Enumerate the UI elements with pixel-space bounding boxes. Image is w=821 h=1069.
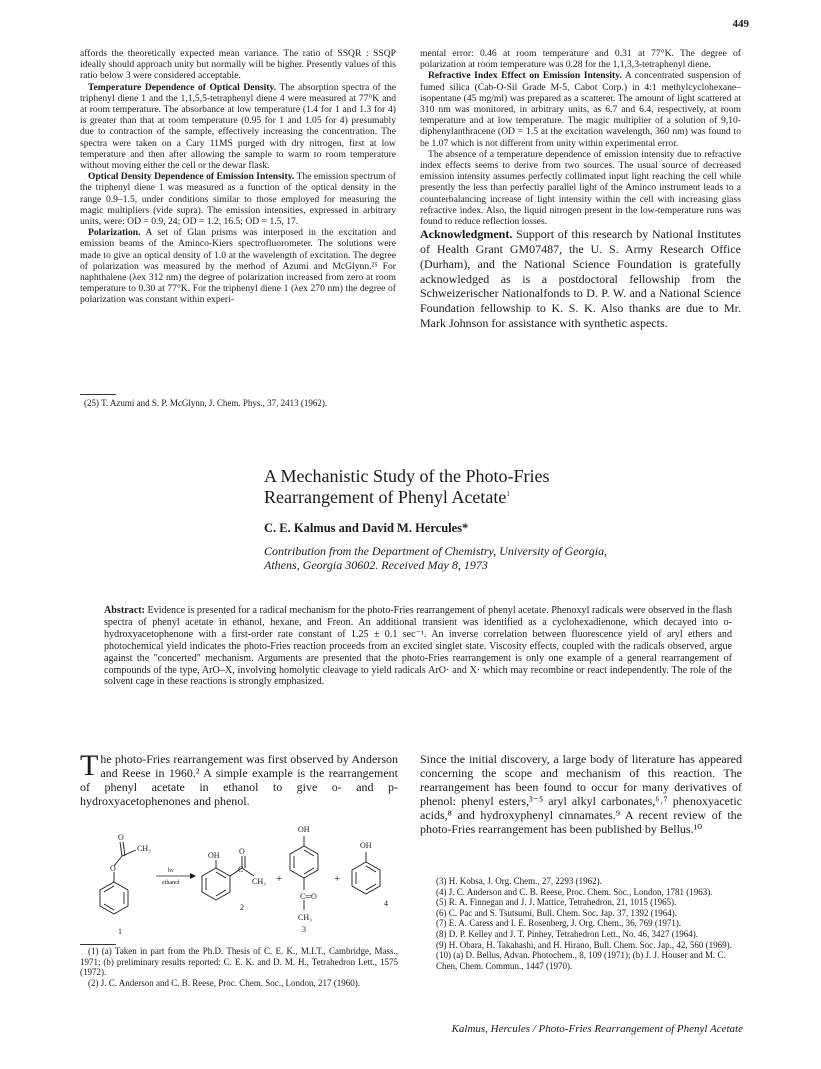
compound-label-2: 2 bbox=[240, 903, 244, 912]
top-right-column bbox=[420, 48, 741, 331]
section-heading-temperature: Temperature Dependence of Optical Density. bbox=[88, 81, 277, 93]
section-heading-optical-density: Optical Density Dependence of Emission Intensity. bbox=[88, 171, 295, 183]
acknowledgment-body: Support of this research by National Institutes of Health Grant GM07487, the U. S. Army Research Office (Durham), and the National Science Foundation is gratefully acknowledged as is a postdoctoral fellowship from the Schweizerischer Nationalfonds to D. P. W. and a National Science Foundation fellowship to K. S. K. Also thanks are due to Mr. Mark Johnson for assistance with synthetic aspects. bbox=[420, 227, 741, 331]
intro-left-column bbox=[80, 749, 398, 808]
paragraph-optical-density bbox=[80, 171, 396, 227]
compound-3-oh: OH bbox=[298, 825, 310, 834]
drop-cap: T bbox=[80, 749, 99, 782]
compound-label-1: 1 bbox=[118, 927, 122, 936]
reaction-arrowhead bbox=[190, 873, 196, 879]
compound-4-oh: OH bbox=[360, 841, 372, 850]
page-number: 449 bbox=[732, 18, 749, 30]
compound-1-o: O bbox=[110, 864, 116, 873]
abstract-text: Evidence is presented for a radical mechanism for the photo-Fries rearrangement of phenyl acetate. Phenoxyl radicals were observed in the flash spectra of phenyl acetate in ethanol, hexane, and Freon. An additional transient was identified as a cyclohexadienone, which decayed into o-hydroxyacetophenone with a first-order rate constant of 1.25 ± 0.1 sec⁻¹. An inverse correlation between fluorescence yield of aryl ethers and photochemical yield indicates the photo-Fries reaction proceeds from an excited singlet state. Viscosity effects, coupled with the radicals observed, argue against the "concerted" mechanism. Arguments are presented that the photo-Fries rearrangement is only one example of a general rearrangement of compounds of the type, ArO–X, involving homolytic cleavage to yield radicals ArO· and X· which may recombine or react independently. The role of the solvent cage in these reactions is strongly emphasized. bbox=[104, 605, 732, 688]
plus-sign-2: + bbox=[334, 873, 341, 885]
reference-3: (3) H. Kobsa, J. Org. Chem., 27, 2293 (1962). bbox=[436, 876, 602, 886]
compound-label-4: 4 bbox=[384, 899, 388, 908]
compound-3-carbonyl: C═O bbox=[300, 892, 317, 901]
article-title-line-1: A Mechanistic Study of the Photo-Fries bbox=[264, 466, 550, 486]
intro-right-column: Since the initial discovery, a large body of literature has appeared concerning the scope and mechanism of this reaction. The rearrangement has been found to occur for many derivatives of phenol: phenyl esters,³⁻⁵ aryl alkyl carbonates,⁶˒⁷ phenoxyacetic acids,⁸ and hydroxyphenyl cinnamates.⁹ A recent review of the photo-Fries rearrangement has been published by Bellus.¹⁰ bbox=[420, 752, 742, 836]
article-title-line-2 bbox=[264, 487, 744, 508]
compound-3-ch3: CH₃ bbox=[298, 913, 312, 922]
reference-10: (10) (a) D. Bellus, Advan. Photochem., 8, 109 (1971); (b) J. J. Houser and M. C. Chen, Chem. Commun., 1447 (1970). bbox=[436, 950, 726, 971]
reference-list bbox=[436, 876, 742, 971]
paragraph-temperature-dependence bbox=[80, 82, 396, 172]
footnote-1: (1) (a) Taken in part from the Ph.D. Thesis of C. E. K., M.I.T., Cambridge, Mass., 1971; (b) preliminary results reported: C. E. K. and D. M. H., Tetrahedron Lett., 1575 (1972). bbox=[80, 946, 398, 977]
paragraph-refractive-index bbox=[420, 70, 741, 148]
article-title-line-2-text: Rearrangement of Phenyl Acetate bbox=[264, 487, 507, 507]
running-footer: Kalmus, Hercules / Photo-Fries Rearrangement of Phenyl Acetate bbox=[451, 1023, 743, 1035]
intro-left-text: he photo-Fries rearrangement was first observed by Anderson and Reese in 1960.² A simple example is the rearrangement of phenyl acetate in ethanol to give o- and p-hydroxyacetophenones and phenol. bbox=[80, 752, 398, 808]
compound-1-ch3: CH₃ bbox=[137, 844, 151, 853]
section-heading-refractive-index: Refractive Index Effect on Emission Intensity. bbox=[428, 70, 622, 82]
title-footnote-marker: 1 bbox=[506, 490, 510, 498]
compound-2-carbonyl-o: O bbox=[239, 847, 245, 856]
article-title bbox=[264, 466, 744, 508]
compound-4 bbox=[352, 852, 380, 894]
intro-footnotes bbox=[80, 946, 398, 988]
article-authors: C. E. Kalmus and David M. Hercules* bbox=[264, 521, 469, 535]
reaction-scheme bbox=[80, 810, 400, 940]
section-body-optical-density: The emission spectrum of the triphenyl diene 1 was measured as a function of the optical density in the range 0.9–1.5, under conditions similar to those employed for measuring the magic multipliers (vide supra). The emission intensities, expressed in arbitrary units, were: OD = 0.9, 24; OD = 1.2, 16.5; OD = 1.5, 17. bbox=[80, 171, 396, 228]
paragraph-ratio: affords the theoretically expected mean variance. The ratio of SSQR : SSQP ideally should approach unity but normally will be higher. Presently values of this ratio below 3 were considered acceptable. bbox=[80, 48, 396, 82]
section-body-refractive-index: A concentrated suspension of fumed silica (Cab-O-Sil Grade M-5, Cabot Corp.) in 4:1 methylcyclohexane–isopentane (45 mg/ml) was prepared as a scatterer. The amount of light scattered at 310 nm was monitored, in arbitrary units, as 6.7 and 6.4, respectively, at room temperature and at low temperature. The magic multiplier of a solution of 9,10-diphenylanthracene (OD = 1.5 at the excitation wavelength, 360 nm) was found to be 1.07 which is not different from unity within experimental error. bbox=[420, 70, 741, 149]
footnote-2: (2) J. C. Anderson and C. B. Reese, Proc. Chem. Soc., London, 217 (1960). bbox=[88, 977, 360, 988]
affiliation-line-2: Athens, Georgia 30602. Received May 8, 1973 bbox=[264, 558, 488, 572]
article-affiliation bbox=[264, 544, 744, 572]
intro-footnote-divider bbox=[80, 944, 116, 945]
compound-2-ch3: CH₃ bbox=[252, 877, 266, 886]
affiliation-line-1: Contribution from the Department of Chemistry, University of Georgia, bbox=[264, 544, 608, 558]
compound-2-oh: OH bbox=[208, 851, 220, 860]
footnote-25: (25) T. Azumi and S. P. McGlynn, J. Chem. Phys., 37, 2413 (1962). bbox=[84, 398, 328, 408]
compound-1 bbox=[100, 842, 136, 914]
paragraph-experimental-error: mental error: 0.46 at room temperature and 0.31 at 77°K. The degree of polarization at room temperature was 0.28 for the 1,1,3,3-tetraphenyl diene. bbox=[420, 48, 741, 71]
reaction-scheme-svg bbox=[80, 810, 400, 940]
arrow-label-ethanol: ethanol bbox=[162, 880, 180, 886]
compound-2 bbox=[202, 856, 254, 900]
compound-2-c: C bbox=[238, 865, 244, 874]
section-heading-polarization: Polarization. bbox=[88, 227, 141, 239]
footnote-divider bbox=[80, 394, 116, 395]
reference-6: (6) C. Pac and S. Tsutsumi, Bull. Chem. Soc. Jap. 37, 1392 (1964). bbox=[436, 907, 677, 918]
compound-1-carbonyl-o: O bbox=[118, 833, 124, 842]
top-left-column bbox=[80, 48, 396, 306]
compound-label-3: 3 bbox=[302, 925, 306, 934]
arrow-label-hv: hν bbox=[168, 868, 174, 874]
reference-8: (8) D. P. Kelley and J. T. Pinhey, Tetrahedron Lett., No. 46, 3427 (1964). bbox=[436, 928, 698, 939]
reference-5: (5) R. A. Finnegan and J. J. Mattice, Tetrahedron, 21, 1015 (1965). bbox=[436, 897, 677, 908]
section-body-temperature: The absorption spectra of the triphenyl diene 1 and the 1,1,5,5-tetraphenyl diene 4 were measured at 77°K and at room temperature. The absorbance at low temperature (1.4 for 1 and 1.3 for 4) is greater than that at room temperature (0.95 for 1 and 1.05 for 4) presumably due to contraction of the sample, effectively increasing the concentration. The spectra were taken on a Cary 11MS purged with dry nitrogen, first at low temperature and then after allowing the sample to warm to room temperature without moving either the cell or the dewar flask. bbox=[80, 81, 396, 172]
plus-sign-1: + bbox=[276, 873, 283, 885]
reference-7: (7) E. A. Caress and I. E. Rosenberg, J. Org. Chem., 36, 769 (1971). bbox=[436, 918, 682, 929]
paragraph-acknowledgment bbox=[420, 227, 741, 331]
section-body-polarization: A set of Glan prisms was interposed in the excitation and emission beams of the Aminco-Kiers spectrofluorometer. The solutions were made to give an optical density of 1.0 at the wavelength of excitation. The degree of polarization was measured by the method of Azumi and McGlynn.²⁵ For naphthalene (λex 312 nm) the degree of polarization increased from zero at room temperature to 0.30 at 77°K. For the triphenyl diene 1 (λex 270 nm) the degree of polarization was constant within experi- bbox=[80, 227, 396, 306]
abstract-label: Abstract: bbox=[104, 605, 145, 616]
paragraph-polarization bbox=[80, 227, 396, 305]
reference-4: (4) J. C. Anderson and C. B. Reese, Proc. Chem. Soc., London, 1781 (1963). bbox=[436, 886, 713, 897]
paragraph-temperature-absence: The absence of a temperature dependence of emission intensity due to refractive index effects seems to derive from two sources. The usual source of decreased emission intensity assumes perfectly collimated input light reaching the cell while presently the less than perfectly parallel light of the Aminco instrument leads to a counterbalancing increase of light intensity within the cell with increasing glass refractive index. Also, the liquid nitrogen present in the low-temperature runs was found to reduce reflection losses. bbox=[420, 148, 741, 228]
acknowledgment-heading: Acknowledgment. bbox=[420, 227, 513, 242]
reference-9: (9) H. Obara, H. Takahashi, and H. Hirano, Bull. Chem. Soc. Jap., 42, 560 (1969). bbox=[436, 939, 732, 950]
abstract bbox=[104, 605, 732, 688]
